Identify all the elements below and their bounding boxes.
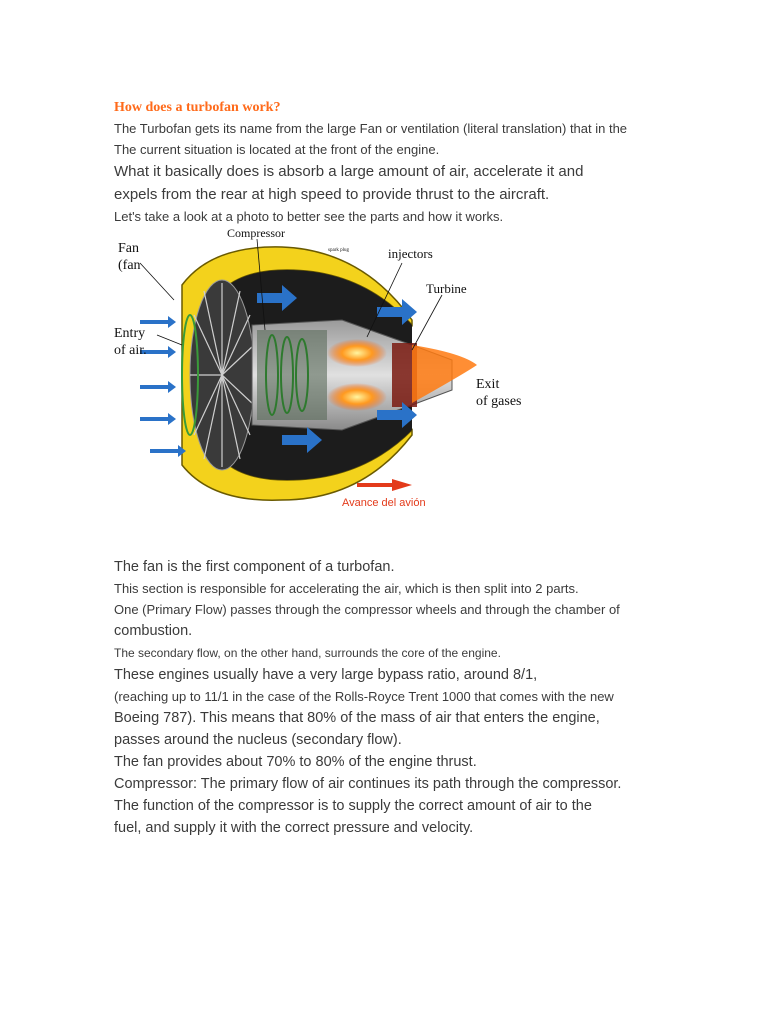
combustion-flame: [327, 339, 387, 367]
label-injectors: injectors: [388, 246, 433, 261]
intro-line: expels from the rear at high speed to provide thrust to the aircraft.: [114, 186, 550, 203]
combustion-flame: [327, 383, 387, 411]
body-line: The fan provides about 70% to 80% of the engine thrust.: [114, 754, 477, 770]
label-entry-sub: of air.: [114, 343, 147, 358]
label-fan-sub: (fan: [118, 258, 141, 273]
intro-line: Let's take a look at a photo to better see the parts and how it works.: [114, 209, 504, 224]
document-page: [114, 98, 674, 227]
intro-line: What it basically does is absorb a large amount of air, accelerate it and: [114, 163, 584, 180]
exhaust-flame: [412, 345, 477, 403]
label-turbine: Turbine: [426, 281, 467, 296]
body-line: Boeing 787). This means that 80% of the mass of air that enters the engine,: [114, 710, 600, 726]
intro-line: The current situation is located at the front of the engine.: [114, 142, 440, 157]
body-line: This section is responsible for accelerating the air, which is then split into 2 parts.: [114, 581, 579, 596]
body-line: (reaching up to 11/1 in the case of the Rolls-Royce Trent 1000 that comes with the new: [114, 689, 614, 704]
label-spark-plug: spark plug: [328, 248, 349, 253]
label-compressor: Compressor: [227, 226, 285, 240]
label-exit-sub: of gases: [476, 394, 522, 409]
intro-line: The Turbofan gets its name from the large Fan or ventilation (literal translation) that in the: [114, 121, 628, 136]
body-line: The fan is the first component of a turbofan.: [114, 559, 395, 575]
advance-arrow: [357, 479, 412, 491]
label-entry: Entry: [114, 326, 146, 341]
body-line: passes around the nucleus (secondary flow).: [114, 732, 402, 748]
label-exit: Exit: [476, 377, 500, 392]
body-line: combustion.: [114, 623, 193, 639]
document-body: [114, 556, 674, 839]
turbofan-diagram: [112, 225, 532, 515]
body-line: fuel, and supply it with the correct pressure and velocity.: [114, 820, 474, 836]
section-heading: How does a turbofan work?: [114, 100, 281, 115]
label-fan: Fan: [118, 241, 139, 256]
body-line: These engines usually have a very large bypass ratio, around 8/1,: [114, 667, 538, 683]
body-line: One (Primary Flow) passes through the compressor wheels and through the chamber of: [114, 602, 620, 617]
body-line: Compressor: The primary flow of air continues its path through the compressor.: [114, 776, 622, 792]
body-line: The secondary flow, on the other hand, surrounds the core of the engine.: [114, 646, 501, 660]
turbofan-illustration: [112, 225, 532, 515]
label-advance: Avance del avión: [342, 497, 426, 509]
body-line: The function of the compressor is to supply the correct amount of air to the: [114, 798, 592, 814]
